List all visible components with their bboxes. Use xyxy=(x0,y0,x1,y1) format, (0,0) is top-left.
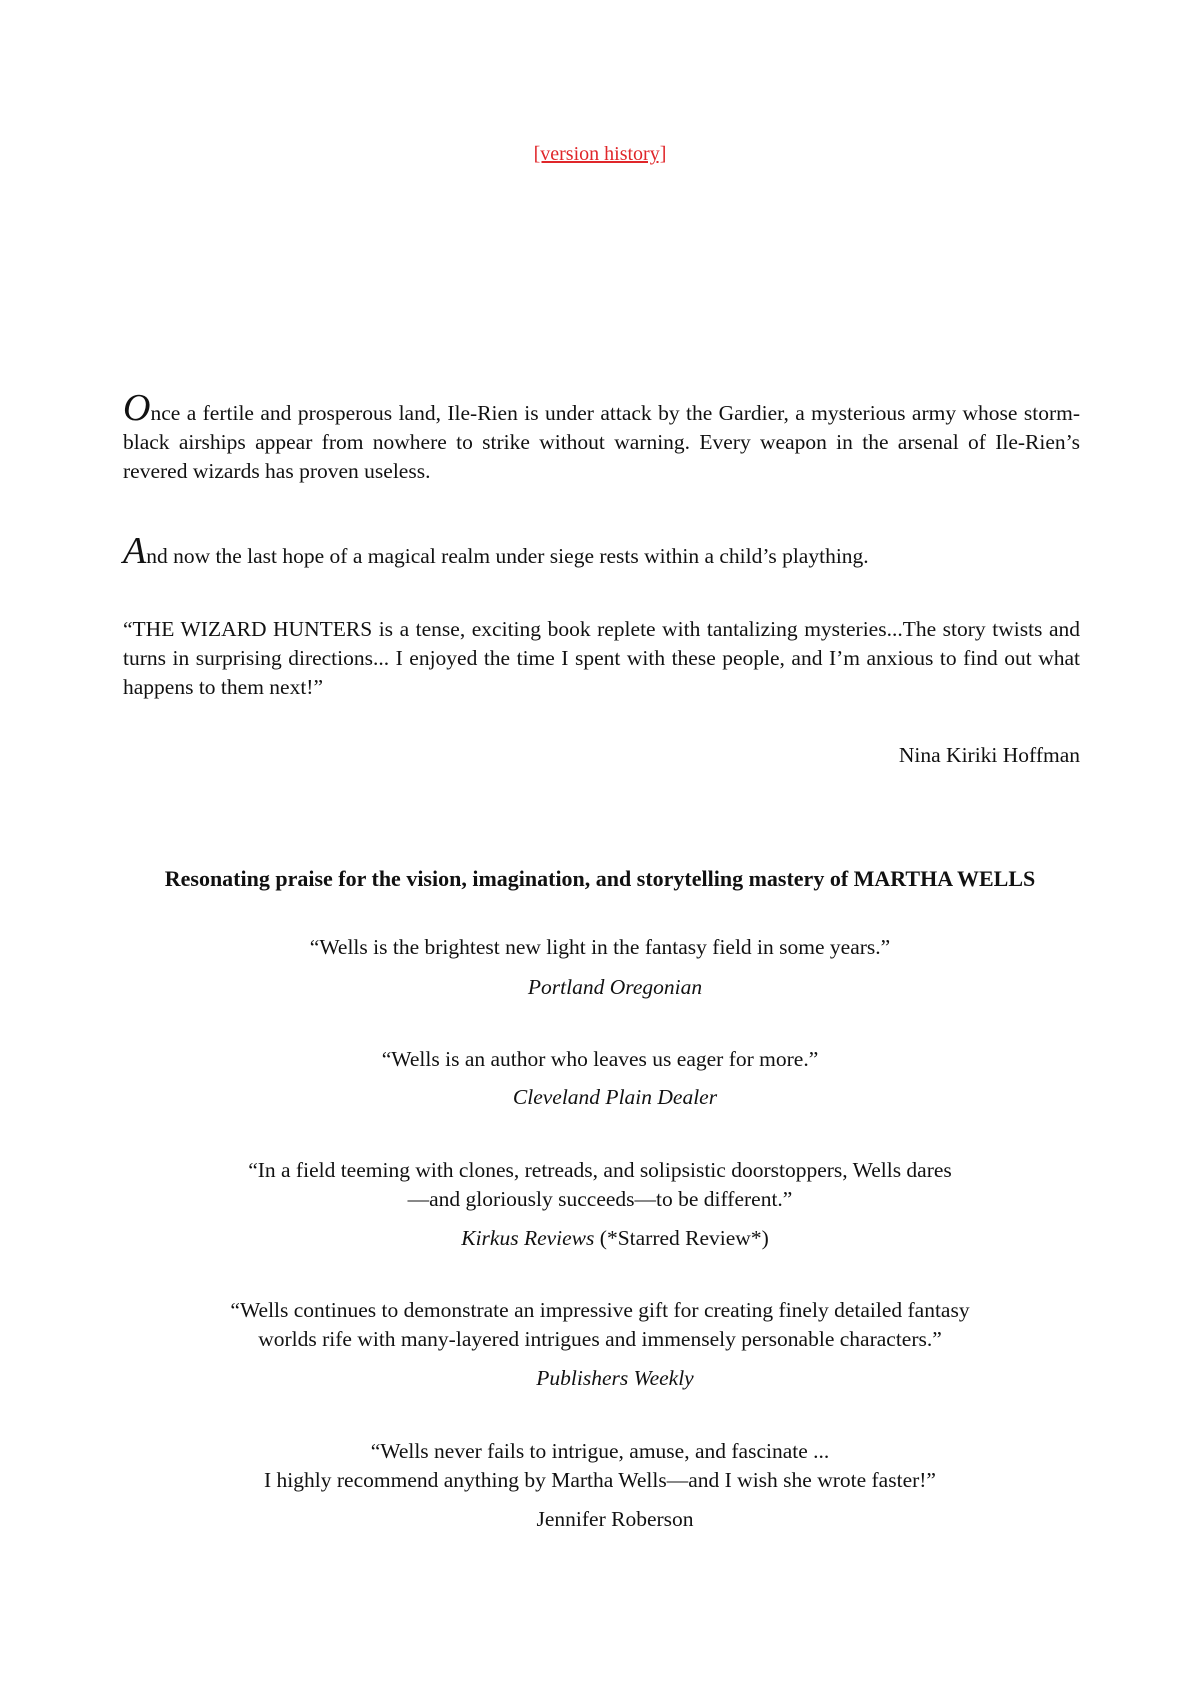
praise-quote xyxy=(0,1437,1200,1495)
quote-source xyxy=(0,1226,1200,1251)
quote-line: “Wells is an author who leaves us eager for more.” xyxy=(381,1047,819,1071)
quote-line: “Wells continues to demonstrate an impressive gift for creating finely detailed fantasy xyxy=(230,1298,970,1322)
quote-line: worlds rife with many-layered intrigues and immensely personable characters.” xyxy=(258,1327,942,1351)
featured-quote-attribution: Nina Kiriki Hoffman xyxy=(898,743,1080,767)
quote-source-note: (*Starred Review*) xyxy=(599,1226,769,1250)
praise-quote xyxy=(0,1296,1200,1354)
quote-source: Portland Oregonian xyxy=(527,975,703,999)
featured-quote: “THE WIZARD HUNTERS is a tense, exciting book replete with tantalizing mysteries...The story twists and turns in surprising directions... I enjoyed the time I spent with these people, and I’m anxious to find out what happens to them next!” xyxy=(123,617,1080,699)
quote-source: Publishers Weekly xyxy=(536,1366,694,1390)
version-history-link[interactable]: [version history] xyxy=(533,143,667,165)
praise-quote xyxy=(0,1045,1200,1074)
blurb-text: nce a fertile and prosperous land, Ile-Rien is under attack by the Gardier, a mysterious army whose storm-black airships appear from nowhere to strike without warning. Every weapon in the arsenal of Ile-Rien’s revered wizards has proven useless. xyxy=(123,401,1080,483)
praise-quote xyxy=(0,933,1200,962)
quote-line: I highly recommend anything by Martha Wells—and I wish she wrote faster!” xyxy=(264,1468,936,1492)
quote-line: “In a field teeming with clones, retreads, and solipsistic doorstoppers, Wells dares xyxy=(248,1158,952,1182)
praise-quote xyxy=(0,1156,1200,1214)
quote-source-name: Kirkus Reviews xyxy=(461,1226,595,1250)
drop-cap: A xyxy=(123,530,147,572)
quote-line: “Wells is the brightest new light in the fantasy field in some years.” xyxy=(309,935,891,959)
praise-heading: Resonating praise for the vision, imagination, and storytelling mastery of MARTHA WELLS xyxy=(164,866,1036,891)
quote-source: Cleveland Plain Dealer xyxy=(512,1085,718,1109)
blurb-text: nd now the last hope of a magical realm under siege rests within a child’s plaything. xyxy=(146,544,869,568)
drop-cap: O xyxy=(123,387,151,429)
blurb-paragraph-1 xyxy=(123,387,1080,486)
quote-line: “Wells never fails to intrigue, amuse, and fascinate ... xyxy=(370,1439,830,1463)
quote-line: —and gloriously succeeds—to be different.” xyxy=(407,1187,793,1211)
blurb-paragraph-2 xyxy=(123,530,1080,572)
quote-source: Jennifer Roberson xyxy=(536,1507,694,1531)
